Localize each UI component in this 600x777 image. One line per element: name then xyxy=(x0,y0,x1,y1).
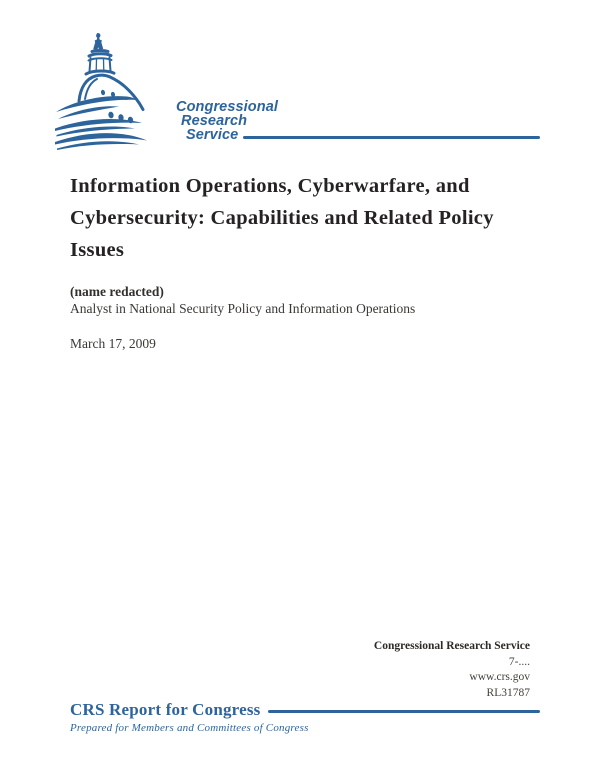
report-title-line: Issues xyxy=(70,239,125,261)
wordmark-line: Congressional xyxy=(176,99,279,115)
author-role: Analyst in National Security Policy and Information Operations xyxy=(70,301,416,316)
crs-banner-tagline: Prepared for Members and Committees of Congress xyxy=(70,722,309,734)
crs-banner-title: CRS Report for Congress xyxy=(70,700,261,719)
report-date: March 17, 2009 xyxy=(70,336,156,351)
report-title xyxy=(70,170,494,266)
footer-report-number: RL31787 xyxy=(486,687,530,700)
footer-org-name: Congressional Research Service xyxy=(373,640,530,652)
author-name: (name redacted) xyxy=(70,284,164,299)
wordmark-line: Service xyxy=(186,126,239,143)
masthead-rule xyxy=(243,136,540,139)
capitol-dome-icon xyxy=(55,31,175,151)
wordmark-line: Research xyxy=(181,112,248,129)
footer-phone: 7-.... xyxy=(508,655,530,668)
report-title-line: Information Operations, Cyberwarfare, and xyxy=(70,175,470,197)
report-title-line: Cybersecurity: Capabilities and Related Policy xyxy=(70,207,494,229)
footer-publication-info xyxy=(374,639,530,702)
crs-banner-rule xyxy=(268,710,541,713)
footer-website-url: www.crs.gov xyxy=(469,671,530,684)
crs-banner-row xyxy=(70,700,540,720)
